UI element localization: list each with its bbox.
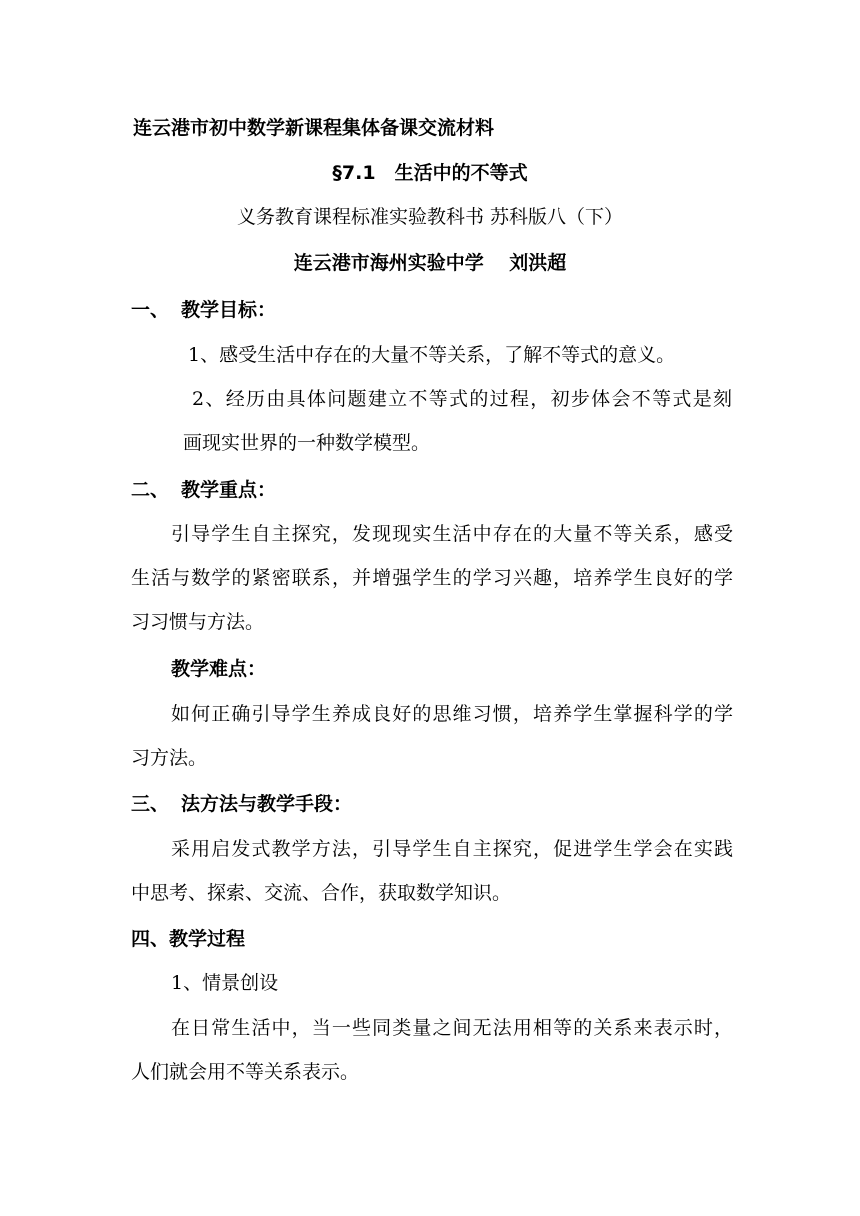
section-2-number: 二、 bbox=[131, 479, 170, 501]
material-title: 连云港市初中数学新课程集体备课交流材料 bbox=[133, 117, 495, 139]
objective-item-1: 1、感受生活中存在的大量不等关系，了解不等式的意义。 bbox=[188, 344, 676, 366]
objective-item-2-line-1: 2、经历由具体问题建立不等式的过程，初步体会不等式是刻 bbox=[192, 388, 732, 410]
section-3-heading: 法方法与教学手段： bbox=[181, 793, 353, 815]
process-subheading-1: 1、情景创设 bbox=[171, 972, 279, 994]
difficulty-heading: 教学难点： bbox=[171, 658, 267, 680]
textbook-info: 义务教育课程标准实验教科书 苏科版八（下） bbox=[236, 206, 624, 228]
key-points-line-3: 习习惯与方法。 bbox=[131, 611, 265, 633]
key-points-line-2: 生活与数学的紧密联系，并增强学生的学习兴趣，培养学生良好的学 bbox=[131, 567, 733, 589]
section-1-number: 一、 bbox=[131, 299, 170, 321]
methods-line-2: 中思考、探索、交流、合作，获取数学知识。 bbox=[131, 882, 512, 904]
objective-item-2-line-2: 画现实世界的一种数学模型。 bbox=[183, 432, 431, 454]
section-3-number: 三、 bbox=[131, 793, 170, 815]
key-points-line-1: 引导学生自主探究，发现现实生活中存在的大量不等关系，感受 bbox=[171, 523, 733, 545]
section-1-heading: 教学目标： bbox=[181, 299, 277, 321]
lesson-title: §7.1 生活中的不等式 bbox=[332, 162, 528, 184]
methods-line-1: 采用启发式教学方法，引导学生自主探究，促进学生学会在实践 bbox=[171, 838, 733, 860]
difficulty-line-1: 如何正确引导学生养成良好的思维习惯，培养学生掌握科学的学 bbox=[171, 703, 733, 725]
section-4-heading: 四、教学过程 bbox=[131, 928, 246, 950]
process-line-2: 人们就会用不等关系表示。 bbox=[131, 1061, 360, 1083]
difficulty-line-2: 习方法。 bbox=[131, 747, 208, 769]
author-line: 连云港市海州实验中学 刘洪超 bbox=[293, 252, 567, 274]
section-2-heading: 教学重点： bbox=[181, 479, 277, 501]
process-line-1: 在日常生活中，当一些同类量之间无法用相等的关系来表示时， bbox=[171, 1017, 733, 1039]
